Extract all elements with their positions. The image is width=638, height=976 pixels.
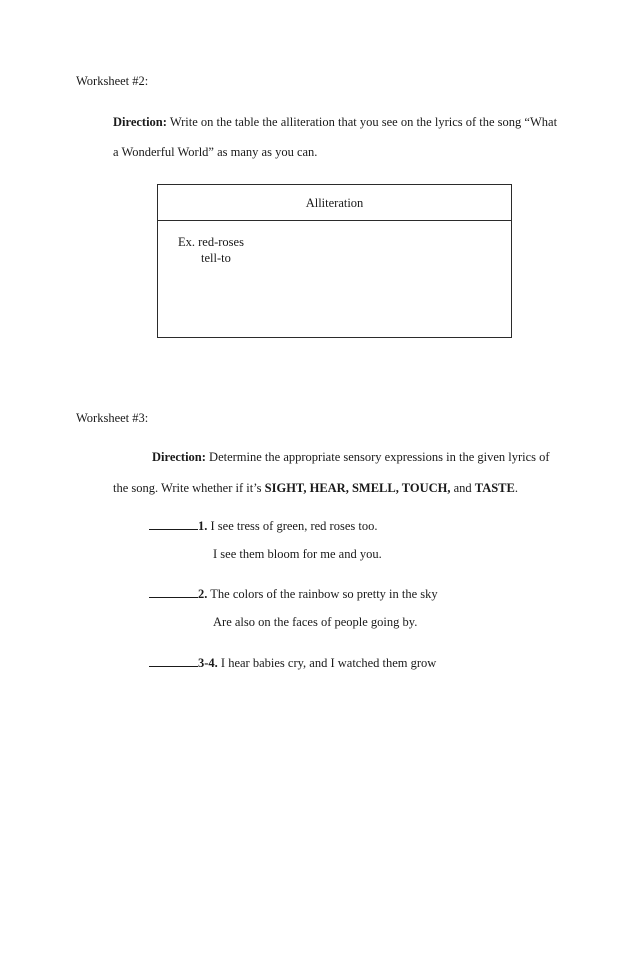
item-3-4: [149, 655, 436, 671]
worksheet-3-direction-line-1: [152, 450, 550, 465]
direction-label: Direction:: [152, 450, 206, 464]
senses-list: SIGHT, HEAR, SMELL, TOUCH,: [264, 481, 451, 495]
answer-blank[interactable]: [149, 655, 198, 667]
direction-text: the song. Write whether if it’s: [113, 481, 265, 495]
direction-text: Determine the appropriate sensory expressions in the given lyrics of: [205, 450, 550, 464]
direction-label: Direction:: [113, 115, 167, 129]
lyric-line: I hear babies cry, and I watched them grow: [217, 656, 437, 670]
item-number: 3-4.: [198, 656, 218, 670]
item-number: 2.: [198, 587, 208, 601]
table-header: Alliteration: [158, 185, 511, 221]
lyric-line: The colors of the rainbow so pretty in the sky: [207, 587, 438, 601]
alliteration-table: [157, 184, 512, 338]
worksheet-3-direction-line-2: [113, 481, 518, 496]
answer-blank[interactable]: [149, 586, 198, 598]
item-number: 1.: [198, 519, 208, 533]
and-text: and: [450, 481, 475, 495]
table-example-2: tell-to: [201, 251, 231, 265]
worksheet-2-direction-line-1: [113, 115, 557, 130]
answer-blank[interactable]: [149, 518, 198, 530]
worksheet-2-direction-line-2: a Wonderful World” as many as you can.: [113, 145, 318, 159]
item-1-line-2: I see them bloom for me and you.: [213, 547, 382, 561]
table-example-1: Ex. red-roses: [178, 235, 244, 249]
item-1: [149, 518, 377, 534]
taste-label: TASTE: [474, 481, 515, 495]
lyric-line: I see tress of green, red roses too.: [207, 519, 378, 533]
worksheet-3-title: Worksheet #3:: [76, 411, 149, 425]
worksheet-2-title: Worksheet #2:: [76, 74, 149, 88]
item-2: [149, 586, 438, 602]
period: .: [514, 481, 518, 495]
direction-text: Write on the table the alliteration that you see on the lyrics of the song “What: [166, 115, 558, 129]
item-2-line-2: Are also on the faces of people going by.: [213, 615, 418, 629]
